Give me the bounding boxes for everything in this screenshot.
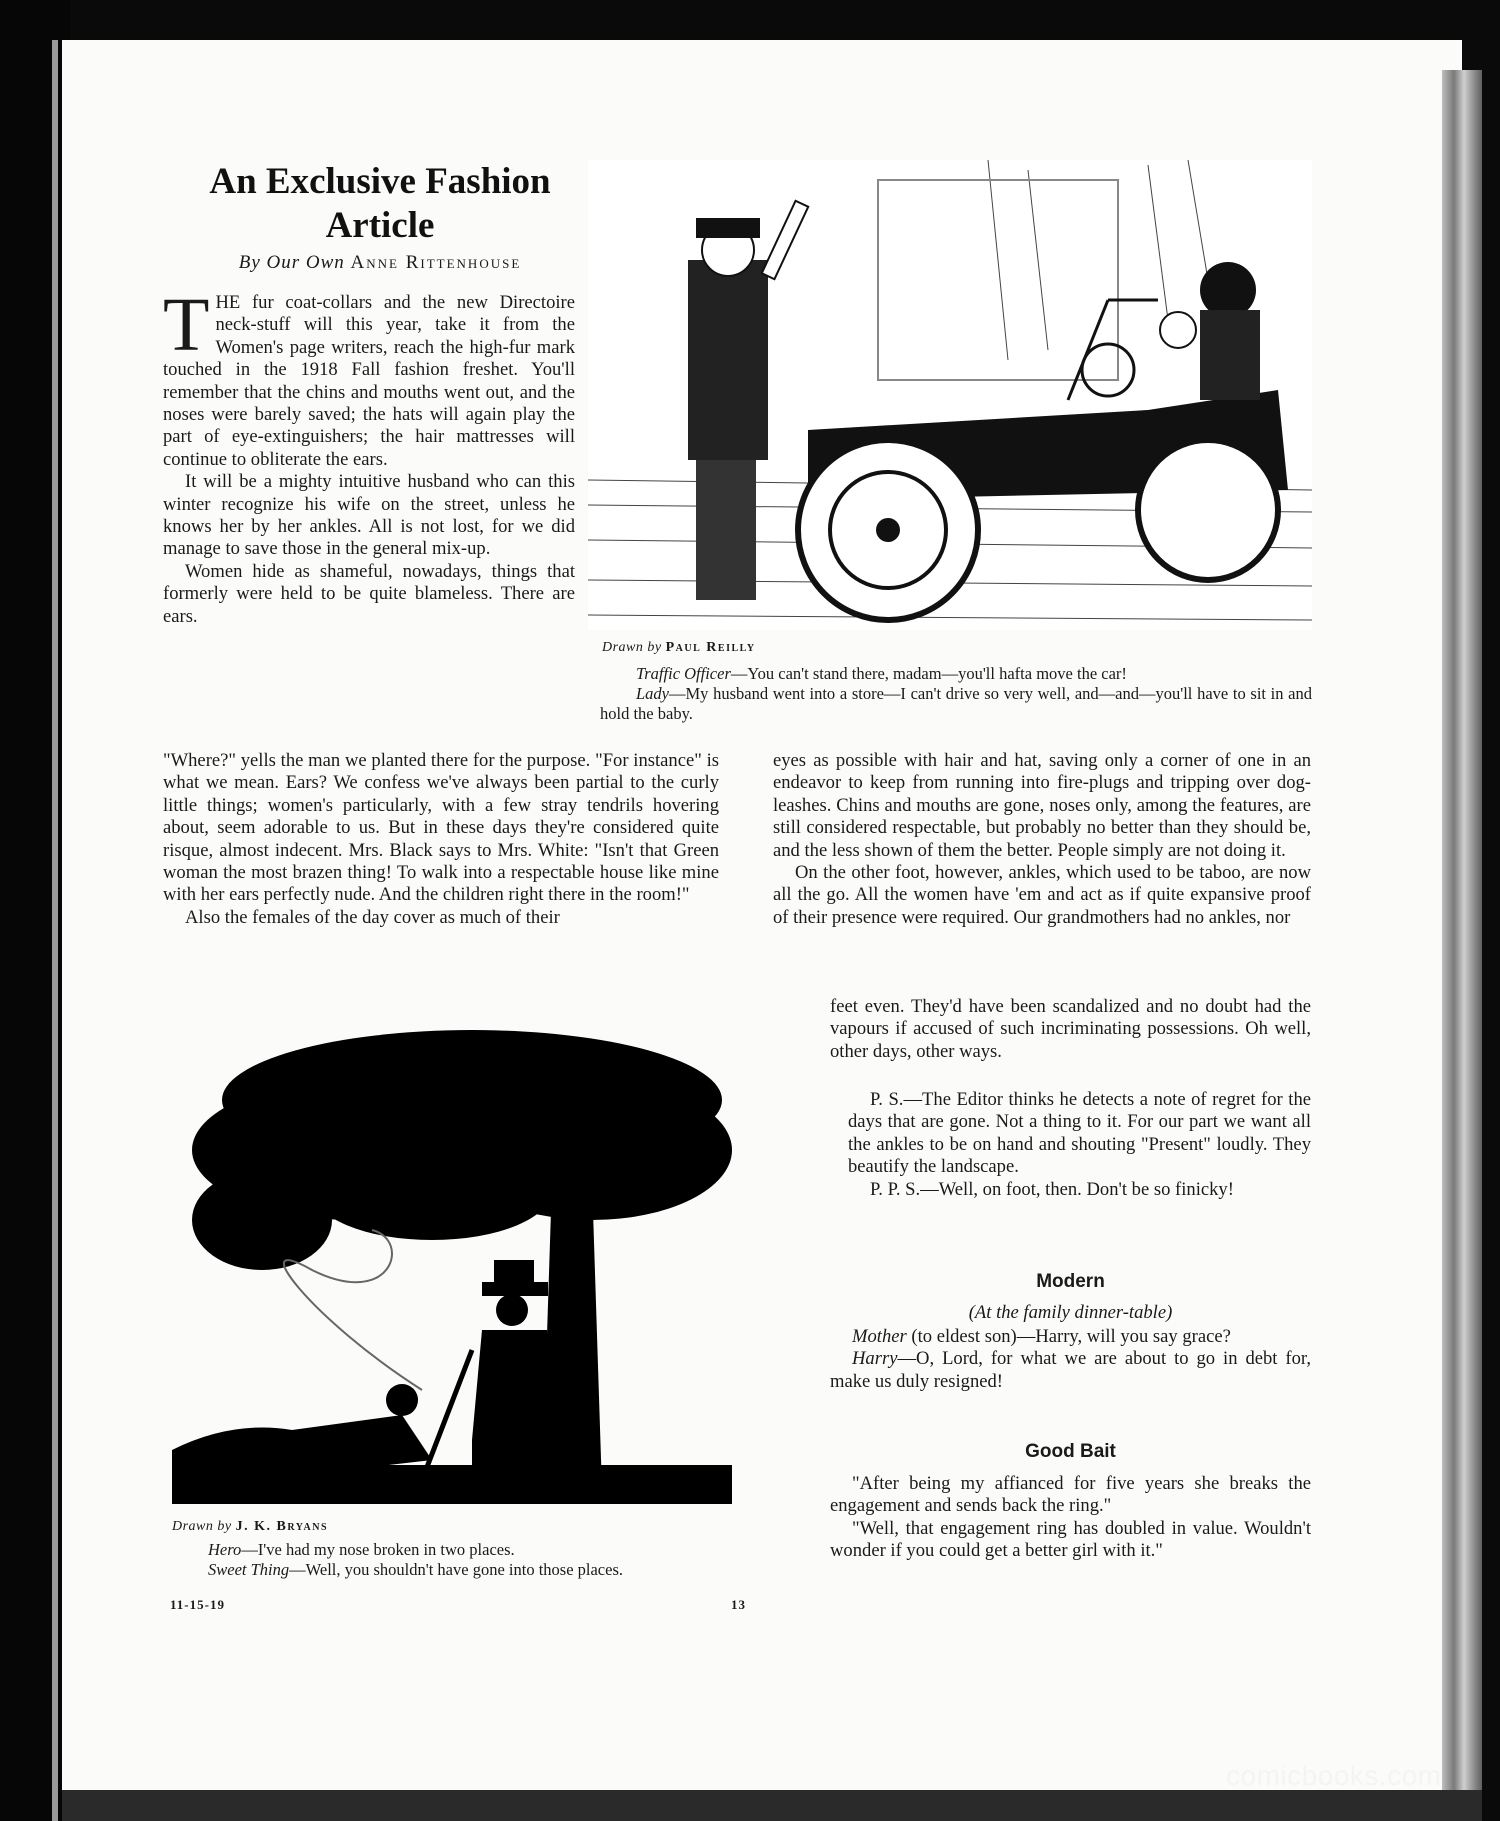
modern-joke: Mother (to eldest son)—Harry, will you say grace? Harry—O, Lord, for what we are about to go in debt for, make us duly resigned! (830, 1326, 1311, 1392)
silhouette-illustration (172, 1020, 732, 1504)
joke-line: "Well, that engagement ring has doubled in value. Wouldn't wonder if you could get a better girl with it." (830, 1517, 1311, 1562)
illustration-caption-2: Hero—I've had my nose broken in two places. Sweet Thing—Well, you shouldn't have gone into those places. (208, 1540, 624, 1579)
article-column-left (163, 283, 575, 628)
article-paragraph: feet even. They'd have been scandalized and no doubt had the vapours if accused of such incriminating possessions. Oh well, other days, other ways. (830, 996, 1311, 1062)
article-title: An Exclusive Fashion Article (209, 161, 551, 246)
page-number: 13 (731, 1597, 746, 1612)
drop-cap: T (163, 283, 210, 367)
site-watermark: comicbooks.com (1226, 1760, 1442, 1791)
article-paragraph: It will be a mighty intuitive husband who can this winter recognize his wife on the street, unless he knows her by her ankles. All is not lost, for we did manage to save those in the general mix-up. (163, 471, 575, 560)
section-heading-modern: Modern (1036, 1271, 1105, 1292)
section-heading-good-bait: Good Bait (1025, 1441, 1116, 1462)
article-paragraph: Women hide as shameful, nowadays, things that formerly were held to be quite blameless. There are ears. (163, 560, 575, 627)
article-column-left-wide (163, 750, 719, 929)
good-bait-joke (830, 1473, 1311, 1563)
issue-date: 11-15-19 (170, 1597, 225, 1612)
book-spine-edge (0, 0, 70, 1821)
article-paragraph: eyes as possible with hair and hat, saving only a corner of one in an endeavor to keep from running into fire-plugs and tripping over dog-leashes. Chins and mouths are gone, noses only, among the features, are still considered respectable, but probably no better than they should be, and the less shown of them the better. People simply are not doing it. (773, 750, 1311, 861)
illustration-credit: Drawn by Paul Reilly (602, 640, 756, 655)
postscript: P. S.—The Editor thinks he detects a note of regret for the days that are gone. Not a thing to it. For our part we want all the ankles to be on hand and shouting "Present" loudly. They beautify the landscape. (848, 1089, 1311, 1178)
article-byline: By Our Own Anne Rittenhouse (238, 252, 522, 273)
article-paragraph: Also the females of the day cover as much of their (185, 906, 560, 928)
postscript-2: P. P. S.—Well, on foot, then. Don't be so finicky! (870, 1178, 1234, 1200)
page-bottom-shadow (62, 1790, 1482, 1821)
illustration-credit-2: Drawn by J. K. Bryans (172, 1519, 329, 1534)
article-column-right (773, 750, 1311, 929)
traffic-officer-illustration (588, 160, 1312, 630)
article-column-right-lower (830, 996, 1311, 1063)
section-subheading: (At the family dinner-table) (968, 1302, 1173, 1323)
author-name: Anne Rittenhouse (350, 252, 522, 273)
page-stack-edge (1442, 70, 1482, 1821)
article-paragraph: On the other foot, however, ankles, which used to be taboo, are now all the go. All the women have 'em and act as if quite expansive proof of their presence were required. Our grandmothers had no ankles, nor (773, 862, 1311, 928)
joke-line: "After being my affianced for five years she breaks the engagement and sends back the ring." (830, 1473, 1311, 1517)
intro-paragraph: THE fur coat-collars and the new Directoire neck-stuff will this year, take it from the Women's page writers, reach the high-fur mark touched in the 1918 Fall fashion freshet. You'll remember that the chins and mouths went out, and the noses were barely saved; the hats will again play the part of eye-extinguishers; the hair mattresses will continue to obliterate the ears. (163, 283, 575, 470)
article-paragraph: "Where?" yells the man we planted there for the purpose. "For instance" is what we mean. Ears? We confess we've always been partial to the curly little things; women's particularly, with a few stray tendrils hovering about, seem adorable to us. But in these days they're considered quite risque, almost indecent. Mrs. Black says to Mrs. White: "Isn't that Green woman the most brazen thing! To walk into a respectable house like mine with her ears perfectly nude. And the children right there in the room!" (163, 750, 719, 906)
illustration-caption: Traffic Officer—You can't stand there, madam—you'll hafta move the car! Lady—My husband went into a store—I can't drive so very well, and—and—you'll have to sit in and hold the baby. (600, 664, 1312, 723)
article-postscript (848, 1089, 1311, 1201)
